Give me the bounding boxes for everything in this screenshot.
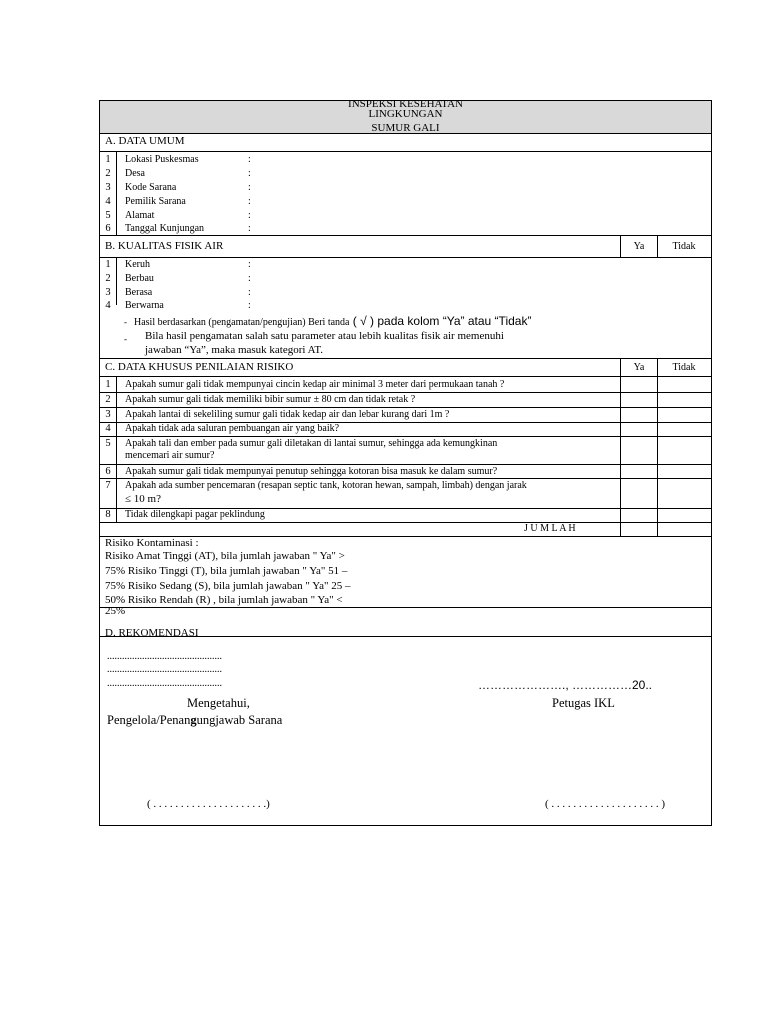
question-text: Apakah sumur gali tidak mempunyai penutup sehingga kotoran bisa masuk ke dalam sumur? xyxy=(125,466,498,477)
note-1 xyxy=(134,312,531,330)
field-separator: : xyxy=(248,210,251,221)
divider xyxy=(100,133,711,134)
field-label-keruh: Keruh xyxy=(125,259,150,270)
question-text: ≤ 10 m? xyxy=(125,493,161,505)
inspection-form xyxy=(99,100,712,826)
column-line xyxy=(657,235,658,257)
row-number: 3 xyxy=(105,287,111,298)
recommendation-dots: .............................................. xyxy=(107,664,222,675)
field-separator: : xyxy=(248,287,251,298)
row-number: 6 xyxy=(105,466,111,477)
field-label-pemilik: Pemilik Sarana xyxy=(125,196,186,207)
number-column-line xyxy=(116,376,117,522)
question-text: Apakah lantai di sekeliling sumur gali tidak kedap air dan lebar kurang dari 1m ? xyxy=(125,409,450,420)
row-number: 4 xyxy=(105,300,111,311)
note-1-large: ( √ ) pada kolom “Ya” atau “Tidak” xyxy=(349,314,532,328)
divider xyxy=(100,257,711,258)
mengetahui-label: Mengetahui, xyxy=(187,696,250,710)
section-a-heading: A. DATA UMUM xyxy=(105,135,185,147)
field-separator: : xyxy=(248,154,251,165)
note-2-line-1: Bila hasil pengamatan salah satu parameter atau lebih kualitas fisik air memenuhi xyxy=(145,330,504,342)
section-d-heading: D. REKOMENDASI xyxy=(105,627,199,639)
question-text: Tidak dilengkapi pagar peklindung xyxy=(125,509,265,520)
field-separator: : xyxy=(248,168,251,179)
petugas-label: Petugas IKL xyxy=(552,696,615,710)
field-separator: : xyxy=(248,182,251,193)
column-line xyxy=(620,358,621,536)
field-label-lokasi: Lokasi Puskesmas xyxy=(125,154,199,165)
row-number: 5 xyxy=(105,210,111,221)
field-label-berwarna: Berwarna xyxy=(125,300,164,311)
note-1-small: Hasil berdasarkan (pengamatan/pengujian) Beri tanda xyxy=(134,317,350,328)
col-ya-header: Ya xyxy=(633,241,645,252)
row-number: 8 xyxy=(105,509,111,520)
column-line xyxy=(657,358,658,536)
row-number: 2 xyxy=(105,394,111,405)
note-bullet: - xyxy=(124,317,127,327)
recommendation-dots: .............................................. xyxy=(107,651,222,662)
divider xyxy=(100,436,711,437)
field-label-desa: Desa xyxy=(125,168,145,179)
divider xyxy=(100,607,711,608)
col-tidak-header: Tidak xyxy=(672,241,696,252)
pengelola-label: Pengelola/Penangungjawab Sarana xyxy=(107,713,283,727)
risk-heading: Risiko Kontaminasi : xyxy=(105,537,199,549)
divider xyxy=(100,151,711,152)
col-ya-header: Ya xyxy=(633,362,645,373)
total-label: J U M L A H xyxy=(524,523,576,534)
row-number: 1 xyxy=(105,154,111,165)
row-number: 3 xyxy=(105,182,111,193)
field-label-alamat: Alamat xyxy=(125,210,155,221)
row-number: 4 xyxy=(105,196,111,207)
title-line-3: SUMUR GALI xyxy=(371,122,440,134)
divider xyxy=(100,392,711,393)
col-tidak-header: Tidak xyxy=(672,362,696,373)
risk-line: 50% Risiko Rendah (R) , bila jumlah jawaban " Ya" < xyxy=(105,594,343,606)
row-number: 6 xyxy=(105,223,111,234)
divider xyxy=(100,636,711,637)
row-number: 5 xyxy=(105,438,111,449)
field-label-tanggal: Tanggal Kunjungan xyxy=(125,223,205,234)
section-b-heading: B. KUALITAS FISIK AIR xyxy=(105,240,224,252)
question-text: Apakah sumur gali tidak mempunyai cincin kedap air minimal 3 meter dari permukaan tanah ? xyxy=(125,379,505,390)
number-column-line xyxy=(116,151,117,235)
section-c-heading: C. DATA KHUSUS PENILAIAN RISIKO xyxy=(105,361,294,373)
question-text: mencemari air sumur? xyxy=(125,450,215,461)
row-number: 1 xyxy=(105,379,111,390)
field-separator: : xyxy=(248,300,251,311)
divider xyxy=(100,478,711,479)
divider xyxy=(100,464,711,465)
field-separator: : xyxy=(248,273,251,284)
field-label-berbau: Berbau xyxy=(125,273,154,284)
row-number: 2 xyxy=(105,168,111,179)
title-line-1: INSPEKSI KESEHATAN xyxy=(348,98,463,110)
row-number: 7 xyxy=(105,480,111,491)
note-bullet: - xyxy=(124,334,127,344)
question-text: Apakah ada sumber pencemaran (resapan septic tank, kotoran hewan, sampah, limbah) dengan jarak xyxy=(125,480,527,491)
number-column-line xyxy=(116,257,117,305)
question-text: Apakah sumur gali tidak memiliki bibir sumur ± 80 cm dan tidak retak ? xyxy=(125,394,416,405)
note-2-line-2: jawaban “Ya”, maka masuk kategori AT. xyxy=(145,344,323,356)
field-separator: : xyxy=(248,259,251,270)
question-text: Apakah tidak ada saluran pembuangan air yang baik? xyxy=(125,423,340,434)
date-line: …………………., ……………20.. xyxy=(478,678,653,692)
signature-right: ( . . . . . . . . . . . . . . . . . . . . ) xyxy=(545,798,666,810)
field-label-kode: Kode Sarana xyxy=(125,182,177,193)
question-text: Apakah tali dan ember pada sumur gali diletakan di lantai sumur, sehingga ada kemungkinan xyxy=(125,438,498,449)
divider xyxy=(100,407,711,408)
field-separator: : xyxy=(248,223,251,234)
title-line-2: LINGKUNGAN xyxy=(368,108,443,120)
column-line xyxy=(620,235,621,257)
signature-left: ( . . . . . . . . . . . . . . . . . . . . .) xyxy=(147,798,270,810)
divider xyxy=(100,522,711,523)
row-number: 2 xyxy=(105,273,111,284)
risk-line: 75% Risiko Sedang (S), bila jumlah jawaban " Ya" 25 – xyxy=(105,580,351,592)
row-number: 3 xyxy=(105,409,111,420)
row-number: 1 xyxy=(105,259,111,270)
field-separator: : xyxy=(248,196,251,207)
risk-line: Risiko Amat Tinggi (AT), bila jumlah jawaban " Ya" > xyxy=(105,550,345,562)
recommendation-dots: .............................................. xyxy=(107,678,222,689)
row-number: 4 xyxy=(105,423,111,434)
risk-line: 75% Risiko Tinggi (T), bila jumlah jawaban " Ya" 51 – xyxy=(105,565,348,577)
field-label-berasa: Berasa xyxy=(125,287,153,298)
risk-line: 25% xyxy=(105,605,126,617)
